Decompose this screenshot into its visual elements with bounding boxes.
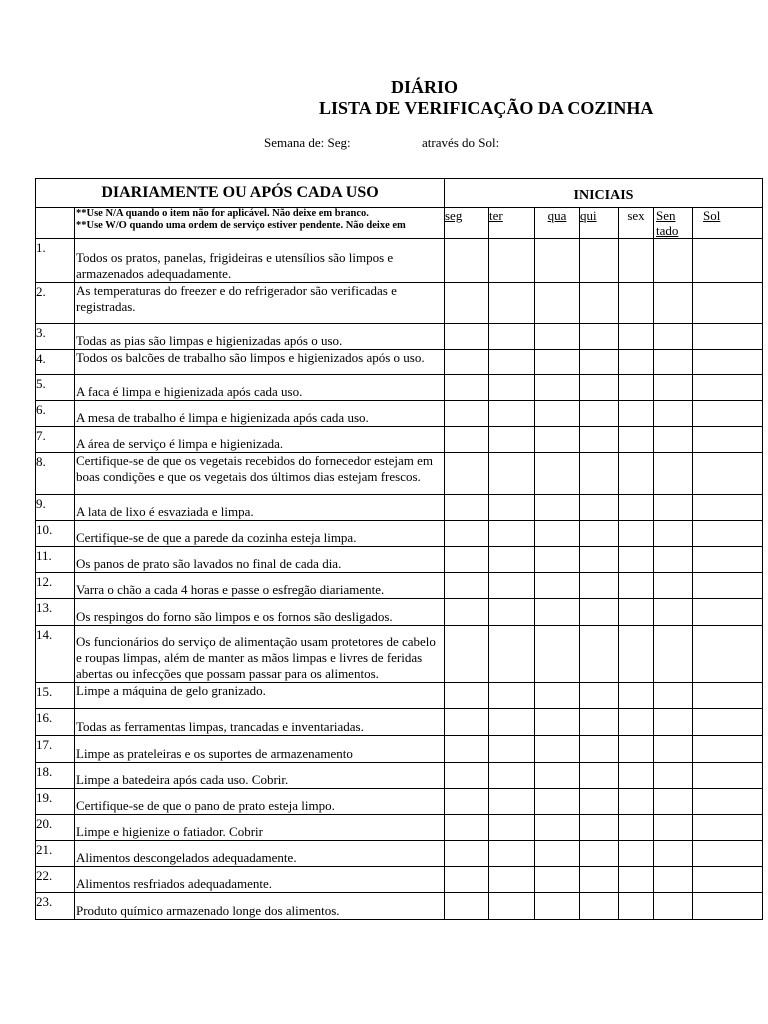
item-number: 2.	[36, 283, 75, 324]
initials-cell-fri[interactable]	[619, 427, 654, 453]
initials-cell-sat[interactable]	[654, 453, 693, 495]
initials-cell-fri[interactable]	[619, 573, 654, 599]
checklist-row	[36, 893, 763, 920]
checklist-table	[35, 178, 763, 920]
day-header-thu: qui	[580, 208, 619, 239]
item-number: 7.	[36, 427, 75, 453]
initials-cell-wed[interactable]	[535, 547, 580, 573]
checklist-row	[36, 626, 763, 683]
initials-cell-sat[interactable]	[654, 324, 693, 350]
initials-cell-sun[interactable]	[693, 350, 763, 375]
title-line-1: DIÁRIO	[391, 77, 459, 97]
initials-cell-sat[interactable]	[654, 239, 693, 283]
item-text-cell	[75, 401, 445, 427]
item-text-cell	[75, 709, 445, 736]
initials-cell-thu[interactable]	[580, 683, 619, 709]
item-text: Todos os pratos, panelas, frigideiras e utensílios são limpos e armazenados adequadamente.	[76, 250, 394, 281]
item-number: 9.	[36, 495, 75, 521]
initials-cell-tue[interactable]	[489, 893, 535, 920]
item-text: Os respingos do forno são limpos e os fornos são desligados.	[76, 609, 393, 624]
initials-cell-tue[interactable]	[489, 401, 535, 427]
initials-cell-sat[interactable]	[654, 736, 693, 763]
checklist-row	[36, 547, 763, 573]
initials-cell-tue[interactable]	[489, 789, 535, 815]
initials-cell-fri[interactable]	[619, 495, 654, 521]
initials-cell-wed[interactable]	[535, 736, 580, 763]
item-text: Limpe a batedeira após cada uso. Cobrir.	[76, 772, 289, 787]
item-text: Os panos de prato são lavados no final de cada dia.	[76, 556, 342, 571]
item-text-cell	[75, 599, 445, 626]
initials-cell-thu[interactable]	[580, 573, 619, 599]
initials-cell-mon[interactable]	[445, 763, 489, 789]
item-number: 6.	[36, 401, 75, 427]
checklist-row	[36, 736, 763, 763]
initials-title: INICIAIS	[445, 179, 763, 208]
item-text-cell	[75, 521, 445, 547]
initials-cell-sun[interactable]	[693, 893, 763, 920]
initials-cell-fri[interactable]	[619, 709, 654, 736]
initials-cell-mon[interactable]	[445, 841, 489, 867]
initials-cell-mon[interactable]	[445, 283, 489, 324]
item-text: Alimentos descongelados adequadamente.	[76, 850, 297, 865]
initials-cell-wed[interactable]	[535, 815, 580, 841]
initials-cell-mon[interactable]	[445, 789, 489, 815]
initials-cell-thu[interactable]	[580, 324, 619, 350]
initials-cell-tue[interactable]	[489, 709, 535, 736]
item-text: A lata de lixo é esvaziada e limpa.	[76, 504, 254, 519]
checklist-row	[36, 709, 763, 736]
item-number: 5.	[36, 375, 75, 401]
initials-cell-tue[interactable]	[489, 573, 535, 599]
initials-cell-sat[interactable]	[654, 401, 693, 427]
initials-cell-sun[interactable]	[693, 841, 763, 867]
initials-cell-wed[interactable]	[535, 283, 580, 324]
item-text: A área de serviço é limpa e higienizada.	[76, 436, 284, 451]
initials-cell-sat[interactable]	[654, 283, 693, 324]
initials-cell-sat[interactable]	[654, 427, 693, 453]
initials-cell-thu[interactable]	[580, 547, 619, 573]
initials-cell-mon[interactable]	[445, 375, 489, 401]
initials-cell-fri[interactable]	[619, 401, 654, 427]
checklist-row	[36, 427, 763, 453]
checklist-row	[36, 350, 763, 375]
initials-cell-mon[interactable]	[445, 736, 489, 763]
initials-cell-sun[interactable]	[693, 375, 763, 401]
item-text: Limpe e higienize o fatiador. Cobrir	[76, 824, 263, 839]
initials-cell-sat[interactable]	[654, 573, 693, 599]
initials-cell-wed[interactable]	[535, 521, 580, 547]
initials-cell-mon[interactable]	[445, 573, 489, 599]
item-number: 21.	[36, 841, 75, 867]
checklist-row	[36, 683, 763, 709]
checklist-row	[36, 599, 763, 626]
item-number: 17.	[36, 736, 75, 763]
week-end-label: através do Sol:	[422, 135, 500, 150]
initials-cell-mon[interactable]	[445, 815, 489, 841]
initials-cell-fri[interactable]	[619, 453, 654, 495]
initials-cell-thu[interactable]	[580, 841, 619, 867]
initials-cell-sun[interactable]	[693, 626, 763, 683]
item-number: 19.	[36, 789, 75, 815]
initials-cell-wed[interactable]	[535, 573, 580, 599]
item-text-cell	[75, 763, 445, 789]
initials-cell-thu[interactable]	[580, 893, 619, 920]
item-text: Alimentos resfriados adequadamente.	[76, 876, 273, 891]
item-text-cell	[75, 239, 445, 283]
initials-cell-fri[interactable]	[619, 324, 654, 350]
item-number: 18.	[36, 763, 75, 789]
initials-cell-tue[interactable]	[489, 453, 535, 495]
initials-cell-wed[interactable]	[535, 841, 580, 867]
initials-cell-sun[interactable]	[693, 867, 763, 893]
item-text-cell	[75, 867, 445, 893]
initials-cell-fri[interactable]	[619, 626, 654, 683]
initials-cell-sat[interactable]	[654, 893, 693, 920]
item-text-cell	[75, 324, 445, 350]
initials-cell-thu[interactable]	[580, 521, 619, 547]
checklist-row	[36, 867, 763, 893]
day-header-mon: seg	[445, 208, 489, 239]
initials-cell-sun[interactable]	[693, 401, 763, 427]
initials-cell-tue[interactable]	[489, 547, 535, 573]
initials-cell-tue[interactable]	[489, 867, 535, 893]
initials-cell-thu[interactable]	[580, 599, 619, 626]
initials-cell-tue[interactable]	[489, 324, 535, 350]
note-wo: **Use W/O quando uma ordem de serviço estiver pendente. Não deixe em	[76, 220, 406, 231]
initials-cell-thu[interactable]	[580, 626, 619, 683]
initials-cell-thu[interactable]	[580, 789, 619, 815]
initials-cell-mon[interactable]	[445, 427, 489, 453]
initials-cell-sun[interactable]	[693, 453, 763, 495]
day-header-sun: Sol	[693, 208, 763, 239]
initials-cell-fri[interactable]	[619, 789, 654, 815]
item-text: Limpe as prateleiras e os suportes de armazenamento	[76, 746, 353, 761]
item-text: A faca é limpa e higienizada após cada uso.	[76, 384, 303, 399]
initials-cell-sat[interactable]	[654, 495, 693, 521]
initials-cell-wed[interactable]	[535, 401, 580, 427]
initials-cell-thu[interactable]	[580, 283, 619, 324]
initials-cell-sun[interactable]	[693, 573, 763, 599]
initials-cell-wed[interactable]	[535, 427, 580, 453]
initials-cell-thu[interactable]	[580, 815, 619, 841]
item-number: 16.	[36, 709, 75, 736]
item-number: 10.	[36, 521, 75, 547]
item-number: 8.	[36, 453, 75, 495]
initials-cell-thu[interactable]	[580, 239, 619, 283]
initials-cell-tue[interactable]	[489, 427, 535, 453]
initials-cell-mon[interactable]	[445, 626, 489, 683]
initials-cell-fri[interactable]	[619, 283, 654, 324]
day-header-wed: qua	[535, 208, 580, 239]
initials-cell-wed[interactable]	[535, 789, 580, 815]
initials-cell-sat[interactable]	[654, 350, 693, 375]
item-text: Certifique-se de que os vegetais recebidos do fornecedor estejam em boas condições e que os vegetais dos últimos dias estejam frescos.	[76, 453, 433, 484]
initials-cell-wed[interactable]	[535, 867, 580, 893]
checklist-row	[36, 239, 763, 283]
initials-cell-tue[interactable]	[489, 815, 535, 841]
day-header-tue: ter	[489, 208, 535, 239]
initials-cell-sat[interactable]	[654, 709, 693, 736]
initials-cell-mon[interactable]	[445, 495, 489, 521]
initials-cell-mon[interactable]	[445, 453, 489, 495]
initials-cell-thu[interactable]	[580, 495, 619, 521]
item-text-cell	[75, 375, 445, 401]
item-number: 22.	[36, 867, 75, 893]
initials-cell-mon[interactable]	[445, 547, 489, 573]
initials-cell-fri[interactable]	[619, 350, 654, 375]
blank-cell	[36, 208, 75, 239]
initials-cell-fri[interactable]	[619, 763, 654, 789]
week-start-label: Semana de: Seg:	[264, 135, 351, 150]
initials-cell-thu[interactable]	[580, 401, 619, 427]
initials-cell-sun[interactable]	[693, 495, 763, 521]
item-text: Limpe a máquina de gelo granizado.	[76, 683, 266, 698]
initials-cell-sat[interactable]	[654, 867, 693, 893]
item-number: 4.	[36, 350, 75, 375]
initials-cell-wed[interactable]	[535, 893, 580, 920]
initials-cell-sun[interactable]	[693, 763, 763, 789]
initials-cell-wed[interactable]	[535, 350, 580, 375]
instructions-note	[75, 208, 445, 239]
initials-cell-wed[interactable]	[535, 763, 580, 789]
initials-cell-thu[interactable]	[580, 709, 619, 736]
item-text-cell	[75, 736, 445, 763]
initials-cell-wed[interactable]	[535, 709, 580, 736]
day-header-fri: sex	[619, 208, 654, 239]
item-text-cell	[75, 547, 445, 573]
initials-cell-wed[interactable]	[535, 626, 580, 683]
day-header-sat: Sen tado	[654, 208, 693, 239]
initials-cell-fri[interactable]	[619, 841, 654, 867]
checklist-row	[36, 521, 763, 547]
initials-cell-tue[interactable]	[489, 375, 535, 401]
checklist-row	[36, 573, 763, 599]
initials-cell-thu[interactable]	[580, 453, 619, 495]
initials-cell-fri[interactable]	[619, 599, 654, 626]
item-number: 3.	[36, 324, 75, 350]
checklist-row	[36, 283, 763, 324]
initials-cell-fri[interactable]	[619, 867, 654, 893]
initials-cell-sun[interactable]	[693, 239, 763, 283]
initials-cell-fri[interactable]	[619, 683, 654, 709]
initials-cell-wed[interactable]	[535, 495, 580, 521]
item-number: 23.	[36, 893, 75, 920]
initials-cell-thu[interactable]	[580, 427, 619, 453]
item-number: 1.	[36, 239, 75, 283]
checklist-row	[36, 495, 763, 521]
item-text-cell	[75, 283, 445, 324]
initials-cell-mon[interactable]	[445, 683, 489, 709]
checklist-row	[36, 841, 763, 867]
initials-cell-sat[interactable]	[654, 789, 693, 815]
item-number: 11.	[36, 547, 75, 573]
item-number: 12.	[36, 573, 75, 599]
item-text: Certifique-se de que a parede da cozinha esteja limpa.	[76, 530, 357, 545]
initials-cell-sat[interactable]	[654, 521, 693, 547]
item-number: 14.	[36, 626, 75, 683]
initials-cell-tue[interactable]	[489, 736, 535, 763]
item-text-cell	[75, 350, 445, 375]
title-line-2: LISTA DE VERIFICAÇÃO DA COZINHA	[319, 98, 654, 118]
item-text: A mesa de trabalho é limpa e higienizada após cada uso.	[76, 410, 369, 425]
initials-cell-sat[interactable]	[654, 683, 693, 709]
initials-cell-tue[interactable]	[489, 495, 535, 521]
initials-cell-sat[interactable]	[654, 815, 693, 841]
initials-cell-sat[interactable]	[654, 763, 693, 789]
item-number: 20.	[36, 815, 75, 841]
initials-cell-mon[interactable]	[445, 239, 489, 283]
initials-cell-sun[interactable]	[693, 283, 763, 324]
initials-cell-sun[interactable]	[693, 547, 763, 573]
initials-cell-thu[interactable]	[580, 375, 619, 401]
initials-cell-tue[interactable]	[489, 763, 535, 789]
initials-cell-fri[interactable]	[619, 893, 654, 920]
initials-cell-sun[interactable]	[693, 709, 763, 736]
item-text: Os funcionários do serviço de alimentação usam protetores de cabelo e roupas limpas, além de manter as mãos limpas e livres de feridas abertas ou infecções que possam passar para os alimentos.	[76, 634, 436, 681]
checklist-row	[36, 375, 763, 401]
initials-cell-sun[interactable]	[693, 815, 763, 841]
initials-cell-mon[interactable]	[445, 867, 489, 893]
item-text-cell	[75, 683, 445, 709]
initials-cell-fri[interactable]	[619, 815, 654, 841]
initials-cell-tue[interactable]	[489, 841, 535, 867]
checklist-row	[36, 789, 763, 815]
initials-cell-tue[interactable]	[489, 521, 535, 547]
initials-cell-wed[interactable]	[535, 375, 580, 401]
item-text: Todos os balcões de trabalho são limpos e higienizados após o uso.	[76, 350, 425, 365]
checklist-row	[36, 815, 763, 841]
item-text-cell	[75, 453, 445, 495]
initials-cell-mon[interactable]	[445, 350, 489, 375]
item-text-cell	[75, 626, 445, 683]
initials-cell-sun[interactable]	[693, 736, 763, 763]
initials-cell-thu[interactable]	[580, 736, 619, 763]
initials-cell-fri[interactable]	[619, 375, 654, 401]
initials-cell-tue[interactable]	[489, 239, 535, 283]
section-title: DIARIAMENTE OU APÓS CADA USO	[36, 179, 445, 208]
item-text: Varra o chão a cada 4 horas e passe o esfregão diariamente.	[76, 582, 385, 597]
initials-cell-mon[interactable]	[445, 893, 489, 920]
initials-cell-wed[interactable]	[535, 683, 580, 709]
initials-cell-sat[interactable]	[654, 547, 693, 573]
initials-cell-thu[interactable]	[580, 867, 619, 893]
initials-cell-fri[interactable]	[619, 547, 654, 573]
item-text-cell	[75, 427, 445, 453]
initials-cell-fri[interactable]	[619, 736, 654, 763]
checklist-row	[36, 401, 763, 427]
item-text-cell	[75, 815, 445, 841]
initials-cell-wed[interactable]	[535, 324, 580, 350]
item-text-cell	[75, 495, 445, 521]
initials-cell-sun[interactable]	[693, 427, 763, 453]
initials-cell-tue[interactable]	[489, 683, 535, 709]
checklist-row	[36, 324, 763, 350]
item-text-cell	[75, 789, 445, 815]
initials-cell-mon[interactable]	[445, 709, 489, 736]
item-text: Todas as ferramentas limpas, trancadas e inventariadas.	[76, 719, 364, 734]
initials-cell-thu[interactable]	[580, 763, 619, 789]
checklist-row	[36, 453, 763, 495]
initials-cell-wed[interactable]	[535, 239, 580, 283]
initials-cell-fri[interactable]	[619, 521, 654, 547]
initials-cell-sat[interactable]	[654, 599, 693, 626]
item-text-cell	[75, 573, 445, 599]
item-text: As temperaturas do freezer e do refrigerador são verificadas e registradas.	[76, 283, 397, 314]
initials-cell-sun[interactable]	[693, 324, 763, 350]
initials-cell-sun[interactable]	[693, 599, 763, 626]
initials-cell-sun[interactable]	[693, 521, 763, 547]
initials-cell-mon[interactable]	[445, 401, 489, 427]
initials-cell-sun[interactable]	[693, 789, 763, 815]
initials-cell-wed[interactable]	[535, 453, 580, 495]
initials-cell-sat[interactable]	[654, 841, 693, 867]
initials-cell-mon[interactable]	[445, 324, 489, 350]
initials-cell-tue[interactable]	[489, 599, 535, 626]
initials-cell-sat[interactable]	[654, 626, 693, 683]
item-text: Produto químico armazenado longe dos alimentos.	[76, 903, 340, 918]
initials-cell-fri[interactable]	[619, 239, 654, 283]
initials-cell-tue[interactable]	[489, 626, 535, 683]
initials-cell-sun[interactable]	[693, 683, 763, 709]
initials-cell-tue[interactable]	[489, 283, 535, 324]
initials-cell-sat[interactable]	[654, 375, 693, 401]
initials-cell-wed[interactable]	[535, 599, 580, 626]
initials-cell-mon[interactable]	[445, 599, 489, 626]
item-text-cell	[75, 893, 445, 920]
item-text: Todas as pias são limpas e higienizadas após o uso.	[76, 333, 343, 348]
item-number: 15.	[36, 683, 75, 709]
initials-cell-thu[interactable]	[580, 350, 619, 375]
item-text: Certifique-se de que o pano de prato esteja limpo.	[76, 798, 335, 813]
item-number: 13.	[36, 599, 75, 626]
initials-cell-mon[interactable]	[445, 521, 489, 547]
initials-cell-tue[interactable]	[489, 350, 535, 375]
checklist-row	[36, 763, 763, 789]
note-na: **Use N/A quando o item não for aplicável. Não deixe em branco.	[76, 208, 369, 219]
item-text-cell	[75, 841, 445, 867]
